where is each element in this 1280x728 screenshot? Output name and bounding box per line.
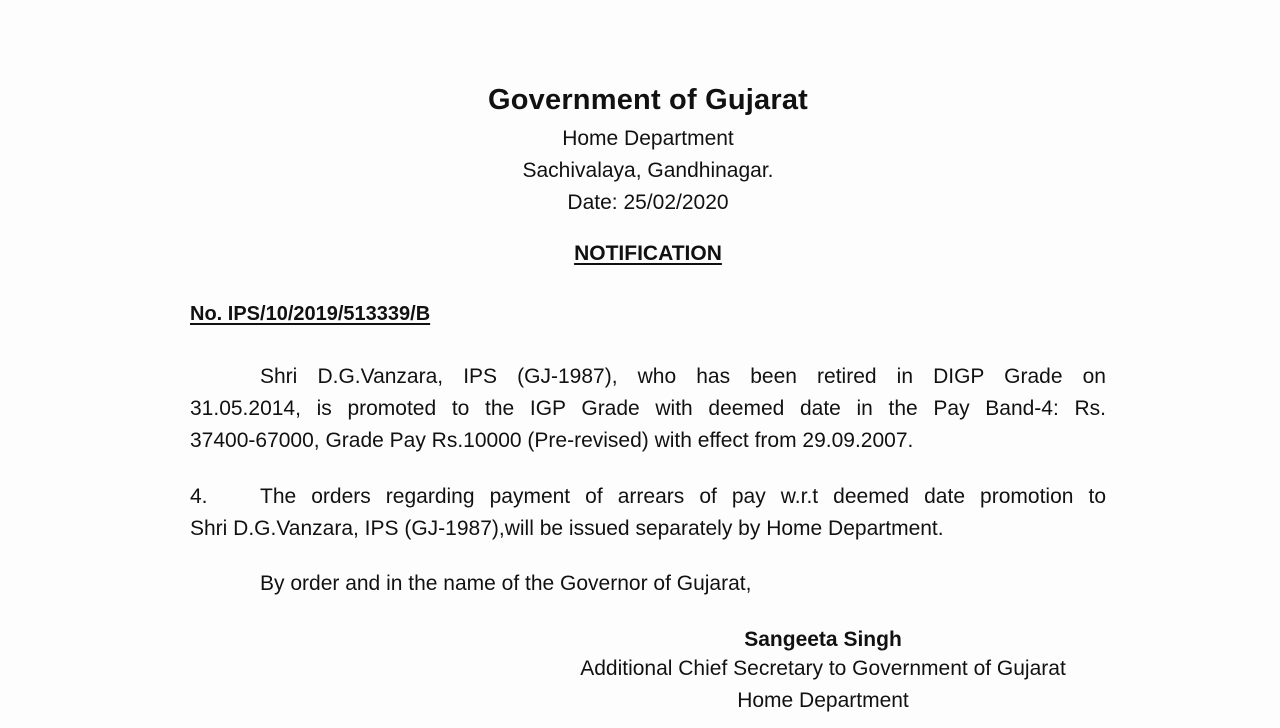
paragraph-arrears [190, 481, 1106, 545]
signatory-title: Additional Chief Secretary to Government of Gujarat [580, 657, 1066, 680]
department-name: Home Department [562, 127, 734, 150]
office-location: Sachivalaya, Gandhinagar. [522, 159, 774, 182]
paragraph-line: 37400-67000, Grade Pay Rs.10000 (Pre-revised) with effect from 29.09.2007. [190, 429, 914, 452]
order-line: By order and in the name of the Governor of Gujarat, [260, 572, 752, 595]
government-title: Government of Gujarat [487, 84, 809, 116]
paragraph-number: 4. [190, 485, 208, 508]
paragraph-line: Shri D.G.Vanzara, IPS (GJ-1987), who has been retired in DIGP Grade on [260, 365, 1106, 388]
paragraph-promotion [190, 361, 1106, 457]
paragraph-line-text: The orders regarding payment of arrears of pay w.r.t deemed date promotion to [260, 485, 1106, 508]
signatory-name: Sangeeta Singh [744, 628, 902, 651]
reference-number: No. IPS/10/2019/513339/B [190, 303, 431, 325]
paragraph-line: 31.05.2014, is promoted to the IGP Grade with deemed date in the Pay Band-4: Rs. [190, 397, 1106, 420]
paragraph-line: Shri D.G.Vanzara, IPS (GJ-1987),will be issued separately by Home Department. [190, 517, 944, 540]
signatory-department: Home Department [737, 689, 909, 712]
notification-heading: NOTIFICATION [574, 242, 722, 265]
document-date: Date: 25/02/2020 [567, 191, 729, 214]
paragraph-line [190, 481, 1106, 513]
